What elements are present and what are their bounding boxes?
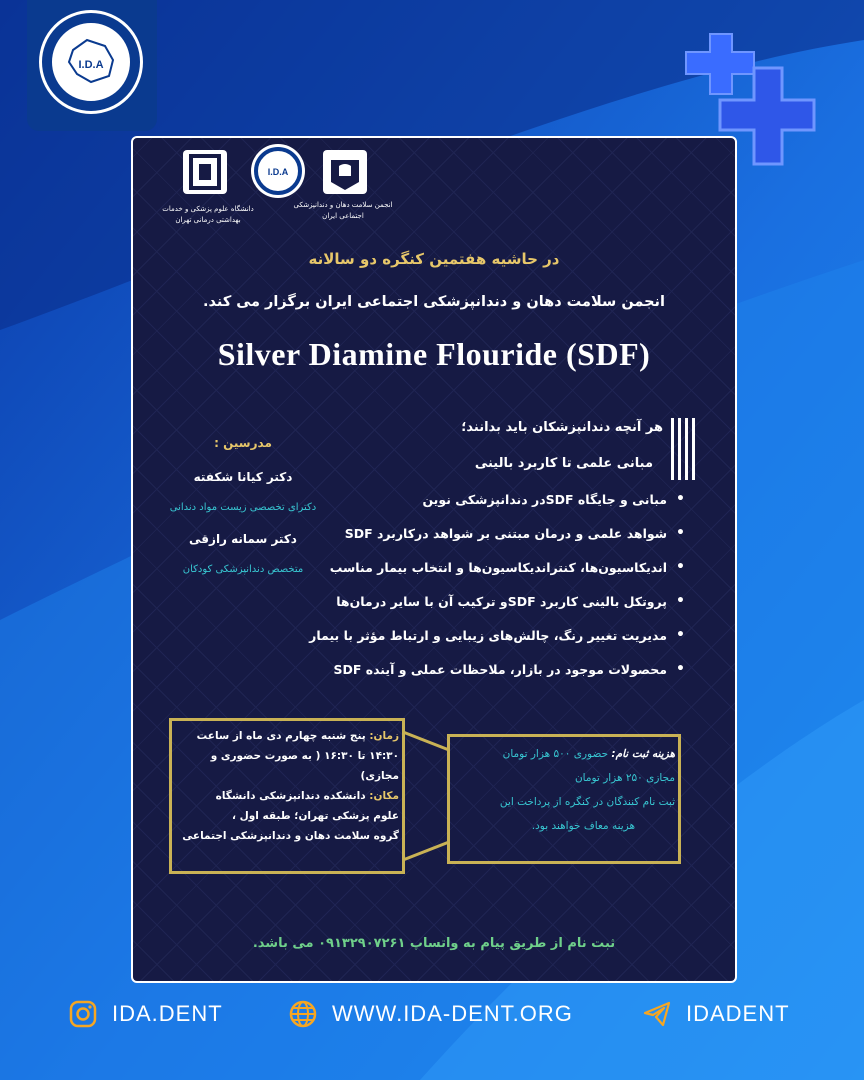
subtitle-organizer: انجمن سلامت دهان و دندانپزشکی اجتماعی ایران برگزار می کند. [203,294,665,310]
website-url: WWW.IDA-DENT.ORG [332,1001,573,1026]
fee-note1: ثبت نام کنندگان در کنگره از پرداخت این [499,796,675,808]
instagram-handle: IDA.DENT [112,1001,223,1026]
instructor1-name: دکتر کیانا شکفته [193,470,293,484]
topic-item: شواهد علمی و درمان مبتنی بر شواهد درکاربرد SDF • [287,526,667,541]
topic-item: پروتکل بالینی کاربرد SDFو ترکیب آن با سایر درمان‌ها • [287,594,667,609]
topic-item: محصولات موجود در بازار، ملاحظات عملی و آینده SDF • [287,662,667,677]
time-text: پنج شنبه چهارم دی ماه از ساعت [196,730,366,742]
event-poster [131,136,737,983]
fee-in-person: حضوری ۵۰۰ هزار تومان [502,748,609,760]
time-label: زمان: [369,730,399,742]
subtitle-congress: در حاشیه هفتمین کنگره دو سالانه [308,250,560,268]
footer-instagram[interactable] [68,998,223,1030]
place-text3: گروه سلامت دهان و دندانپزشکی اجتماعی [182,830,399,842]
sponsor-right-caption: انجمن سلامت دهان و دندانپزشکی اجتماعی ایران [293,201,393,220]
place-text2: علوم پزشکی تهران؛ طبقه اول ، [231,810,399,822]
time-info [177,726,399,846]
telegram-icon [642,999,672,1029]
topics-bars-icon [669,418,695,480]
instructor2-role: متخصص دندانپزشکی کودکان [182,564,304,575]
ida-emblem-icon [39,10,143,114]
topic-item: مدیریت تغییر رنگ، چالش‌های زیبایی و ارتباط مؤثر با بیمار • [287,628,667,643]
svg-text:I.D.A: I.D.A [78,59,104,71]
topic-item: مبانی و جایگاه SDFدر دندانپزشکی نوین • [287,492,667,507]
ida-logo [39,10,143,114]
footer-website[interactable] [288,998,573,1030]
fee-label: هزینه ثبت نام: [611,748,675,760]
fee-info [453,742,675,838]
sponsor-logo-ida [251,144,305,198]
instructor1-role: دکترای تخصصی زیست مواد دندانی [169,502,317,513]
topic-item: اندیکاسیون‌ها، کنتراندیکاسیون‌ها و انتخاب بیمار مناسب • [287,560,667,575]
sponsor-left-caption: دانشگاه علوم پزشکی و خدمات بهداشتی درمانی تهران [162,205,254,224]
telegram-handle: IDADENT [686,1001,790,1026]
sponsor-logo-university [183,150,227,194]
svg-text:I.D.A: I.D.A [267,167,289,177]
sponsor-logo-oral-health-society [323,150,367,194]
registration-note: ثبت نام از طریق پیام به واتساپ ۰۹۱۳۲۹۰۷۲۶۱ می باشد. [252,936,616,951]
course-title: Silver Diamine Flouride (SDF) [217,336,651,372]
instructor2-name: دکتر سمانه رازقی [189,532,297,546]
topics-heading: هر آنچه دندانپزشکان باید بدانند؛ [461,420,663,435]
box-connector [403,730,449,862]
place-label: مکان: [369,790,399,802]
fee-note2: هزینه معاف خواهند بود. [531,820,635,832]
place-text: دانشکده دندانپزشکی دانشگاه [215,790,366,802]
instagram-icon [68,999,98,1029]
ida-logo-tab [27,0,157,131]
globe-icon [288,999,318,1029]
time-text2: ۱۴:۳۰ تا ۱۶:۳۰ ( به صورت حضوری و مجازی) [210,750,399,782]
topics-subheading: مبانی علمی تا کاربرد بالینی [474,456,653,471]
instructors-label: مدرسین : [214,436,272,450]
footer-telegram[interactable] [642,998,790,1030]
fee-online: مجازی ۲۵۰ هزار تومان [574,772,675,784]
